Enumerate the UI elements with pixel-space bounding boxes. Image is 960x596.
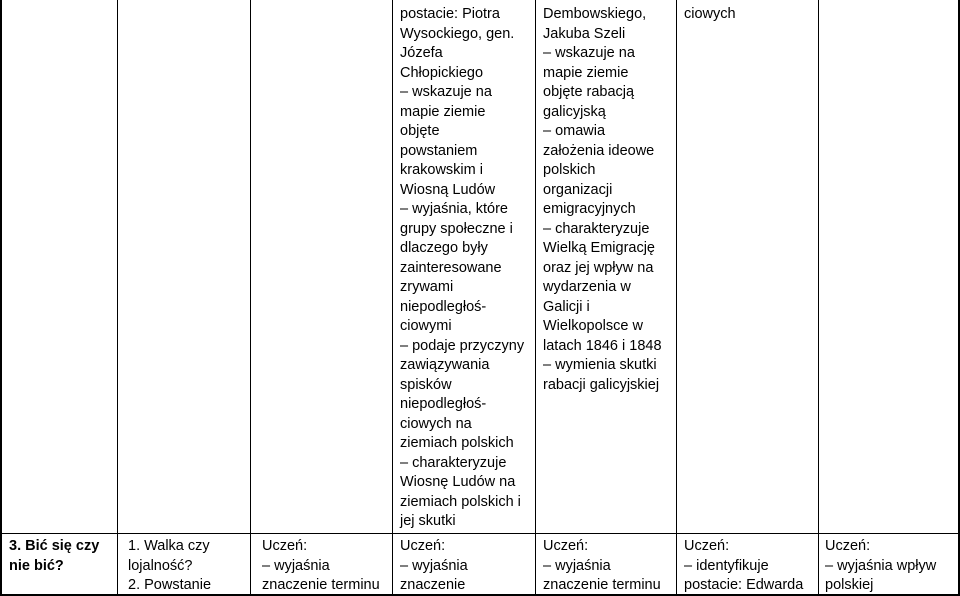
table-border-left: [0, 0, 2, 596]
cell-line: – wymienia skutki: [543, 357, 657, 373]
cell-line: – podaje przyczyny: [400, 337, 525, 354]
cell-line: emigracyjnych: [543, 201, 636, 217]
cell-line: – charakteryzuje: [400, 454, 507, 471]
cell-line: Uczeń:: [825, 538, 871, 554]
cell-line: znaczenie terminu: [543, 577, 661, 593]
cell-line: Chłopickiego: [400, 64, 484, 81]
cell-line: galicyjską: [543, 103, 606, 120]
cell-line: grupy społeczne i: [400, 220, 513, 237]
cell-lower-col3: [400, 537, 468, 596]
cell-line: krakowskim i: [400, 162, 483, 178]
cell-line: postacie: Piotra: [400, 6, 500, 22]
lesson-title-line: nie bić?: [9, 557, 64, 574]
cell-line: zainteresowane: [400, 259, 502, 276]
cell-lower-col2: [262, 537, 380, 596]
cell-line: latach 1846 i 1848: [543, 337, 662, 354]
cell-line: – omawia: [543, 123, 606, 139]
row-divider: [0, 533, 960, 534]
cell-line: – wyjaśnia: [400, 557, 468, 574]
cell-line: spisków: [400, 376, 452, 393]
cell-line: – identyfikuje: [684, 557, 769, 574]
cell-line: niepodległoś-: [400, 298, 487, 315]
cell-line: – charakteryzuje: [543, 220, 650, 237]
column-divider: [535, 0, 536, 596]
cell-line: postacie: Edwarda: [684, 577, 804, 593]
column-divider: [392, 0, 393, 596]
cell-lower-col1: [128, 537, 211, 596]
cell-line: założenia ideowe: [543, 142, 655, 159]
column-divider: [250, 0, 251, 596]
cell-line: ciowymi: [400, 318, 452, 334]
cell-upper-col5: [684, 5, 736, 25]
cell-line: 1. Walka czy: [128, 538, 210, 554]
cell-upper-col3: [400, 5, 524, 532]
cell-line: lojalność?: [128, 557, 193, 574]
cell-lower-col4: [543, 537, 661, 596]
cell-line: – wyjaśnia: [262, 557, 330, 574]
column-divider: [117, 0, 118, 596]
cell-line: – wyjaśnia: [543, 557, 611, 574]
cell-line: ziemiach polskich: [400, 435, 514, 451]
cell-line: – wskazuje na: [543, 45, 635, 61]
cell-line: Wiosnę Ludów na: [400, 474, 516, 490]
cell-line: zrywami: [400, 279, 454, 295]
cell-line: organizacji: [543, 181, 613, 198]
cell-line: polskich: [543, 162, 596, 178]
cell-line: Wiosną Ludów: [400, 181, 496, 198]
cell-line: Dembowskiego,: [543, 6, 647, 22]
cell-line: polskiej: [825, 577, 874, 593]
cell-line: – wskazuje na: [400, 84, 492, 100]
cell-line: ziemiach polskich i: [400, 493, 521, 510]
cell-line: – wyjaśnia, które: [400, 201, 508, 217]
cell-lower-col6: [825, 537, 936, 596]
cell-line: powstaniem: [400, 142, 478, 159]
column-divider: [676, 0, 677, 596]
cell-line: mapie ziemie: [400, 103, 486, 120]
cell-upper-col4: [543, 5, 662, 395]
cell-line: Galicji i: [543, 298, 590, 315]
cell-line: Wysockiego, gen.: [400, 25, 515, 42]
lesson-title-line: 3. Bić się czy: [9, 538, 100, 554]
cell-line: mapie ziemie: [543, 64, 629, 81]
cell-line: jej skutki: [400, 513, 456, 529]
cell-lower-col0: [9, 537, 99, 576]
cell-line: znaczenie: [400, 577, 466, 593]
cell-line: Uczeń:: [400, 538, 446, 554]
cell-line: rabacji galicyjskiej: [543, 376, 660, 393]
cell-line: objęte rabacją: [543, 84, 635, 100]
cell-line: niepodległoś-: [400, 396, 487, 412]
cell-line: znaczenie terminu: [262, 577, 380, 593]
cell-line: – wyjaśnia wpływ: [825, 557, 937, 574]
cell-line: Uczeń:: [262, 538, 308, 554]
cell-line: objęte: [400, 123, 440, 139]
cell-line: Józefa: [400, 45, 443, 61]
cell-line: wydarzenia w: [543, 279, 631, 295]
cell-line: Wielkopolsce w: [543, 318, 643, 334]
cell-line: oraz jej wpływ na: [543, 259, 654, 276]
cell-line: 2. Powstanie: [128, 577, 212, 593]
cell-line: Uczeń:: [684, 538, 730, 554]
cell-line: Wielką Emigrację: [543, 240, 655, 256]
cell-lower-col5: [684, 537, 803, 596]
cell-line: zawiązywania: [400, 357, 490, 373]
cell-line: ciowych: [684, 6, 736, 22]
cell-line: dlaczego były: [400, 240, 488, 256]
cell-line: ciowych na: [400, 415, 472, 432]
cell-line: Jakuba Szeli: [543, 25, 626, 42]
cell-line: Uczeń:: [543, 538, 589, 554]
column-divider: [818, 0, 819, 596]
